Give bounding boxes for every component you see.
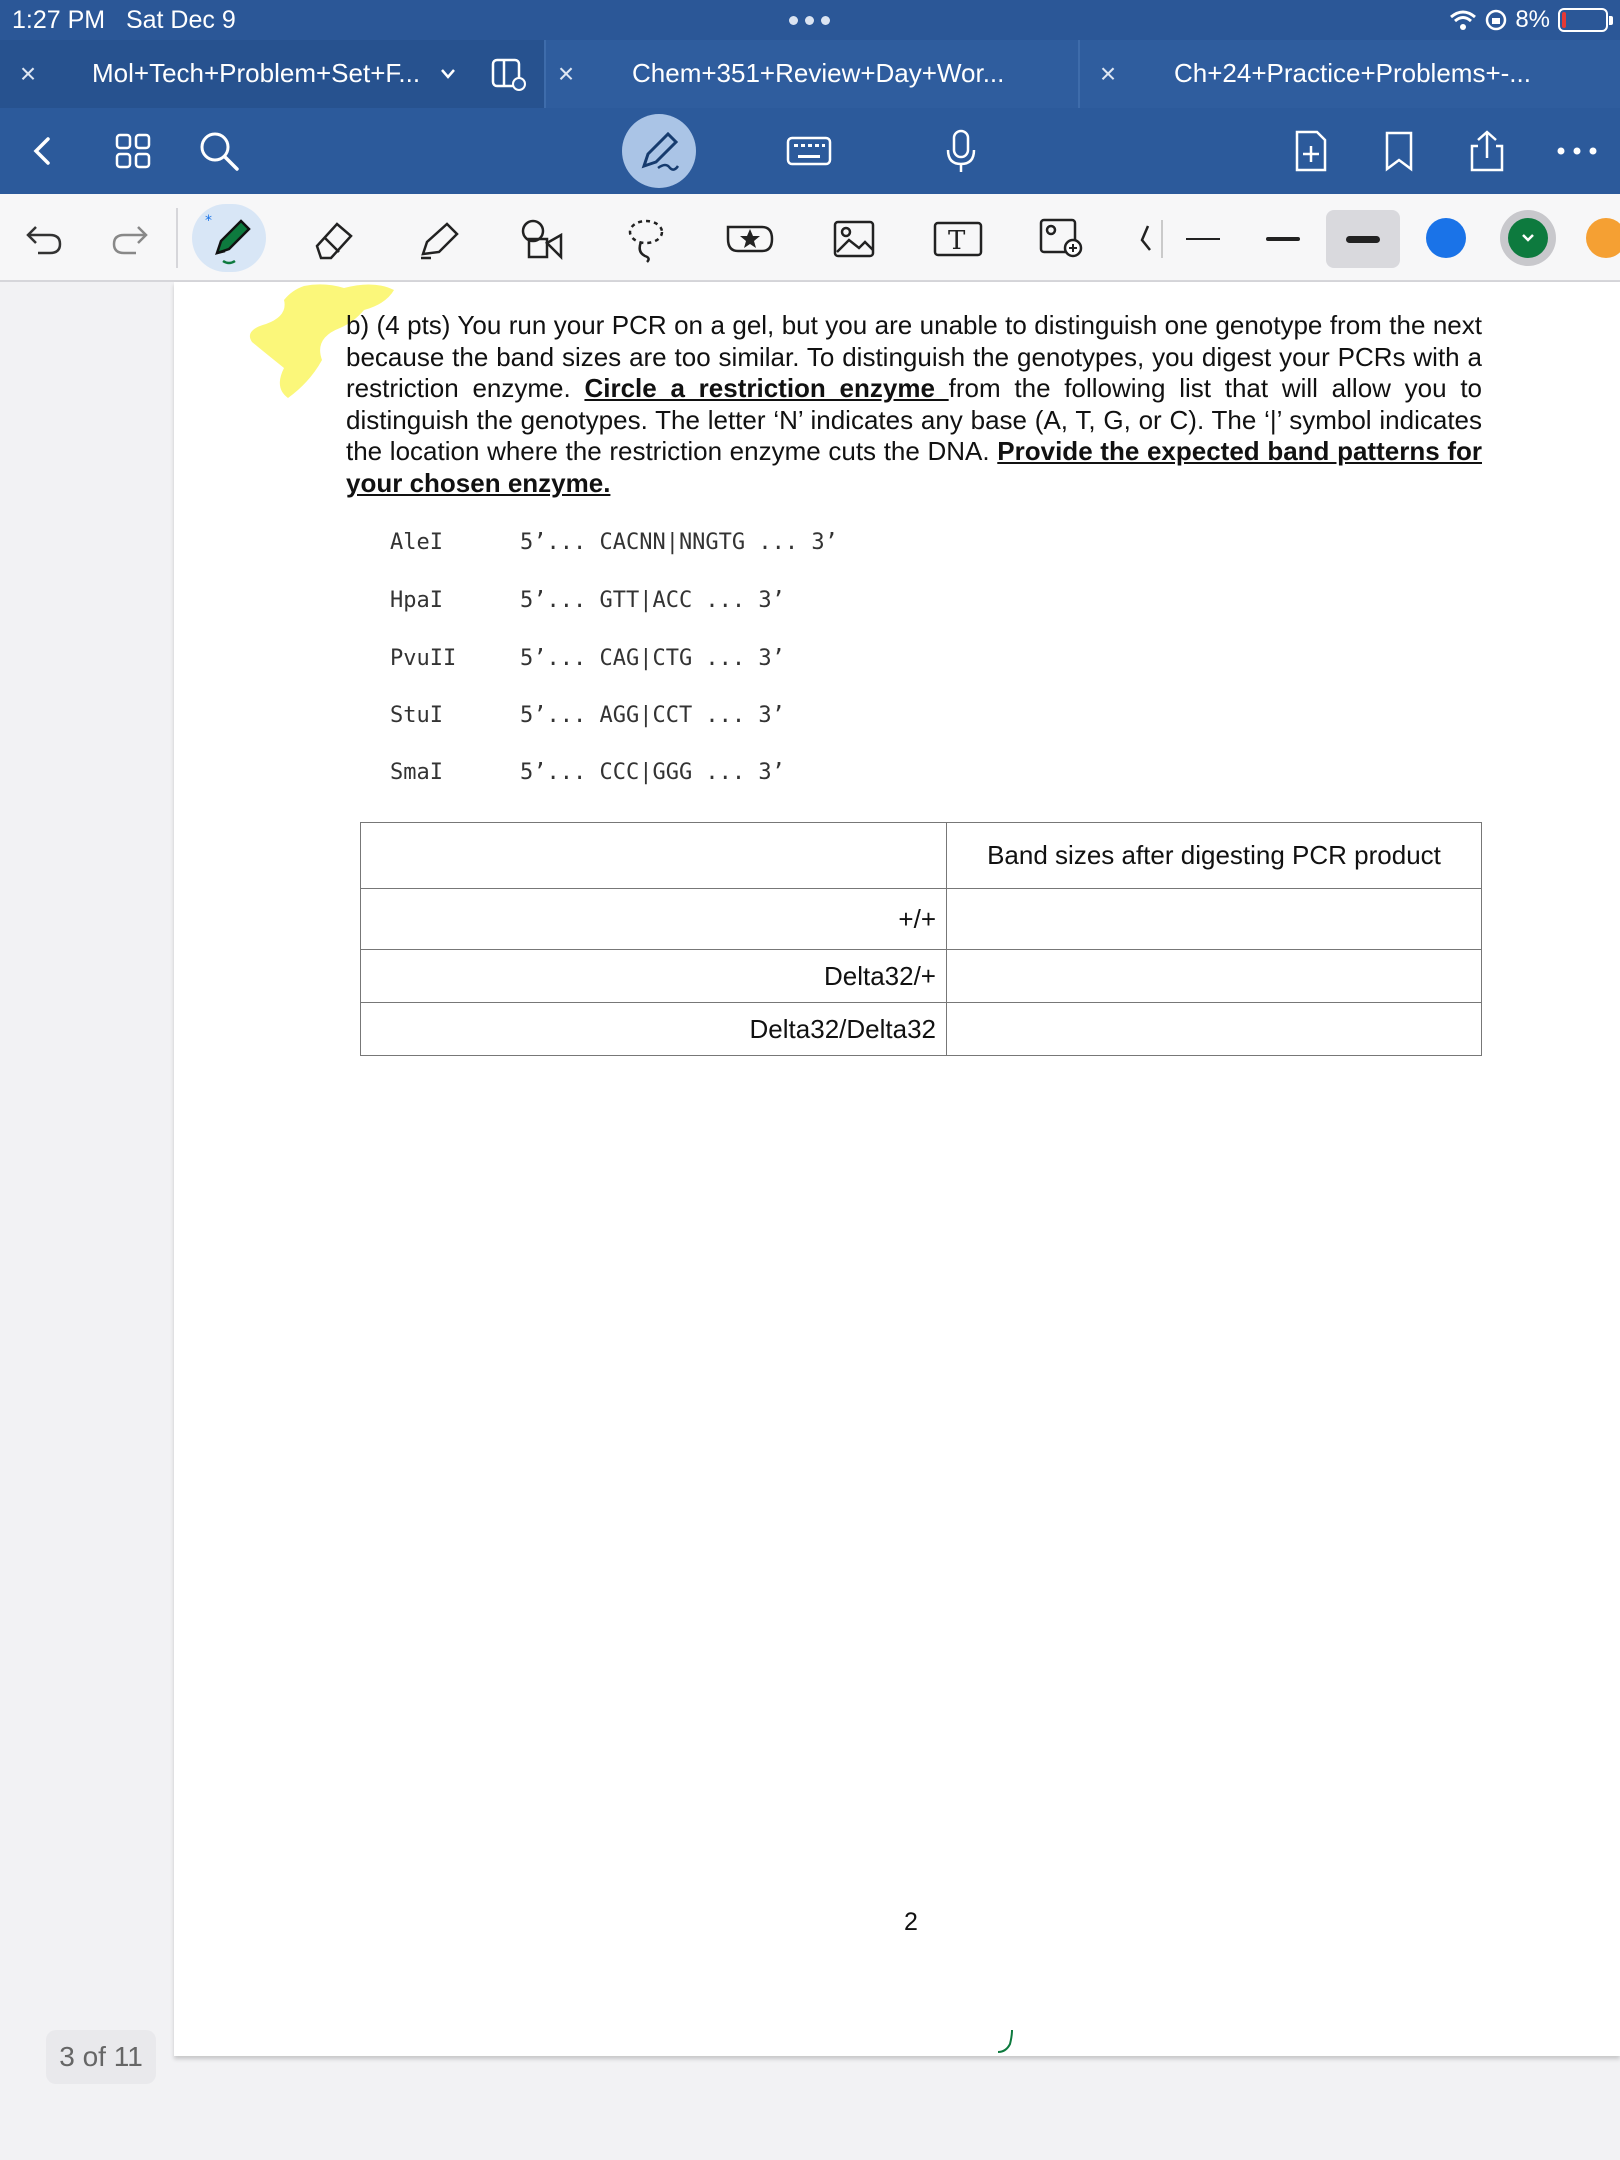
bookmark-icon[interactable]: [1370, 122, 1428, 180]
stroke-thin[interactable]: [1166, 210, 1240, 268]
page-sidebar: [24, 282, 172, 2160]
shapes-icon[interactable]: [512, 210, 572, 268]
eraser-icon[interactable]: [304, 210, 364, 268]
search-icon[interactable]: [190, 122, 248, 180]
status-bar: [0, 0, 1620, 40]
split-view-icon[interactable]: [490, 56, 526, 92]
genotype-label: Delta32/+: [361, 950, 947, 1003]
tab-label: Ch+24+Practice+Problems+-...: [1174, 58, 1531, 88]
question-text: b) (4 pts) You run your PCR on a gel, but you are unable to distinguish one genotype from the next because the band sizes are too similar. To distinguish the genotypes, you digest your PCRs with a restriction enzyme. Circle a restriction enzyme from the following list that will allow you to distinguish the genotypes. The letter ‘N’ indicates any base (A, T, G, or C). The ‘|’ symbol indicates the location where the restriction enzyme cuts the DNA. Provide the expected band patterns for your chosen enzyme.: [346, 310, 1483, 498]
svg-text:*: *: [205, 213, 212, 229]
enzyme-sequence: 5’... GTT|ACC ... 3’: [520, 588, 785, 613]
share-icon[interactable]: [1458, 122, 1516, 180]
answer-cell[interactable]: [947, 1003, 1482, 1056]
enzyme-name[interactable]: StuI: [390, 703, 443, 728]
table-header: Band sizes after digesting PCR product: [947, 823, 1482, 889]
table-row: [361, 1003, 1482, 1056]
table-corner-cell: [361, 823, 947, 889]
ink-stroke: [994, 2022, 1034, 2056]
color-blue[interactable]: [1426, 218, 1466, 258]
add-page-icon[interactable]: [1282, 122, 1340, 180]
orientation-lock-icon: [1485, 9, 1507, 31]
close-icon[interactable]: ×: [557, 58, 575, 89]
image-icon[interactable]: [824, 210, 884, 268]
keyboard-icon[interactable]: [780, 122, 838, 180]
color-green-selected[interactable]: [1500, 210, 1556, 266]
close-icon[interactable]: ×: [1099, 58, 1117, 89]
image-search-icon[interactable]: [1032, 210, 1092, 268]
enzyme-name[interactable]: HpaI: [390, 588, 443, 613]
sticker-icon[interactable]: [720, 210, 780, 268]
page-number: 2: [904, 1908, 918, 1936]
enzyme-name[interactable]: SmaI: [390, 760, 443, 785]
chevron-down-icon[interactable]: [438, 66, 458, 82]
chevron-down-icon: [1508, 218, 1548, 258]
redo-icon[interactable]: [100, 210, 160, 268]
tab-label: Mol+Tech+Problem+Set+F...: [92, 58, 421, 88]
main-toolbar: [0, 108, 1620, 194]
tab-ch-24-practice[interactable]: [1080, 40, 1620, 108]
answer-cell[interactable]: [947, 950, 1482, 1003]
enzyme-sequence: 5’... CCC|GGG ... 3’: [520, 760, 785, 785]
lasso-icon[interactable]: [616, 210, 676, 268]
answer-cell[interactable]: [947, 889, 1482, 950]
pen-icon[interactable]: [199, 210, 259, 268]
wifi-icon: [1449, 9, 1477, 31]
document-page[interactable]: [174, 282, 1620, 2056]
undo-icon[interactable]: [14, 210, 74, 268]
back-icon[interactable]: [14, 122, 72, 180]
page-indicator: 3 of 11: [46, 2030, 156, 2084]
tab-bar: [0, 40, 1620, 108]
enzyme-sequence: 5’... CAG|CTG ... 3’: [520, 646, 785, 671]
microphone-icon[interactable]: [932, 122, 990, 180]
genotype-label: +/+: [361, 889, 947, 950]
battery-percent: 8%: [1515, 6, 1550, 33]
tab-label: Chem+351+Review+Day+Wor...: [632, 58, 1005, 88]
multitasking-dots-icon[interactable]: [787, 8, 833, 32]
enzyme-name[interactable]: AleI: [390, 530, 443, 555]
stroke-thick[interactable]: [1326, 210, 1400, 268]
text-icon[interactable]: [928, 210, 988, 268]
stroke-medium[interactable]: [1246, 210, 1320, 268]
enzyme-name[interactable]: PvuII: [390, 646, 457, 671]
band-size-table: [360, 822, 1482, 1056]
more-icon[interactable]: [1548, 122, 1606, 180]
close-icon[interactable]: ×: [19, 58, 37, 89]
tab-chem-351[interactable]: [546, 40, 1078, 108]
color-orange[interactable]: [1586, 218, 1620, 258]
pen-mode-icon[interactable]: [622, 114, 696, 188]
tab-mol-tech[interactable]: [0, 40, 544, 108]
status-time-date: 1:27 PM Sat Dec 9: [12, 6, 236, 34]
table-row: [361, 889, 1482, 950]
genotype-label: Delta32/Delta32: [361, 1003, 947, 1056]
svg-text:T: T: [948, 226, 966, 256]
status-indicators: [1449, 4, 1608, 36]
enzyme-sequence: 5’... AGG|CCT ... 3’: [520, 703, 785, 728]
table-row: [361, 950, 1482, 1003]
drawing-toolbar: [0, 194, 1620, 282]
battery-icon: [1558, 8, 1608, 32]
grid-icon[interactable]: [104, 122, 162, 180]
highlighter-icon[interactable]: [408, 210, 468, 268]
enzyme-sequence: 5’... CACNN|NNGTG ... 3’: [520, 530, 838, 555]
